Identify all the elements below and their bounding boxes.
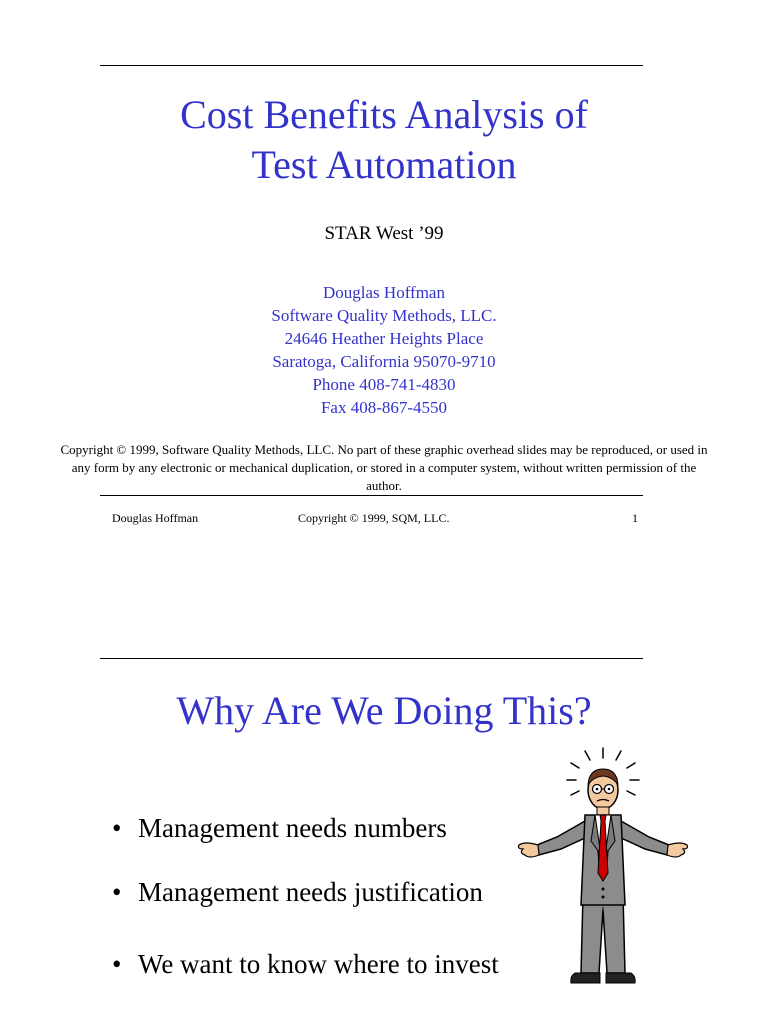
footer-page-number: 1 [632, 511, 638, 525]
bullet-dot: • [112, 877, 122, 907]
list-item [112, 948, 499, 980]
author-phone: Phone 408-741-4830 [312, 375, 456, 394]
footer-copyright: Copyright © 1999, SQM, LLC. [298, 511, 450, 525]
bullet-dot: • [112, 813, 122, 843]
slide2-title: Why Are We Doing This? [176, 688, 592, 733]
bullet-text: Management needs numbers [138, 813, 447, 843]
author-block [0, 281, 768, 419]
slide2-top-rule [100, 658, 643, 659]
slide-subtitle: STAR West ’99 [324, 223, 444, 244]
copyright-notice: Copyright © 1999, Software Quality Methods, LLC. No part of these graphic overhead slides may be reproduced, or used in any form by any electronic or mechanical duplication, or stored in a computer system, without written permission of the author. [60, 442, 708, 493]
author-name: Douglas Hoffman [323, 283, 445, 302]
bullet-dot: • [112, 949, 122, 979]
footer-author: Douglas Hoffman [112, 511, 199, 525]
author-company: Software Quality Methods, LLC. [271, 306, 497, 325]
slide-title [0, 90, 768, 190]
author-fax: Fax 408-867-4550 [320, 398, 448, 417]
top-rule [100, 65, 643, 66]
footer-rule [100, 495, 643, 496]
shrugging-businessman-icon [515, 745, 695, 995]
title-line-1: Cost Benefits Analysis of [180, 92, 588, 137]
author-city: Saratoga, California 95070-9710 [272, 352, 496, 371]
bullet-text: We want to know where to invest [138, 949, 499, 979]
author-street: 24646 Heather Heights Place [284, 329, 484, 348]
title-line-2: Test Automation [251, 142, 517, 187]
bullet-text: Management needs justification [138, 877, 483, 907]
list-item [112, 876, 483, 908]
list-item [112, 812, 447, 844]
